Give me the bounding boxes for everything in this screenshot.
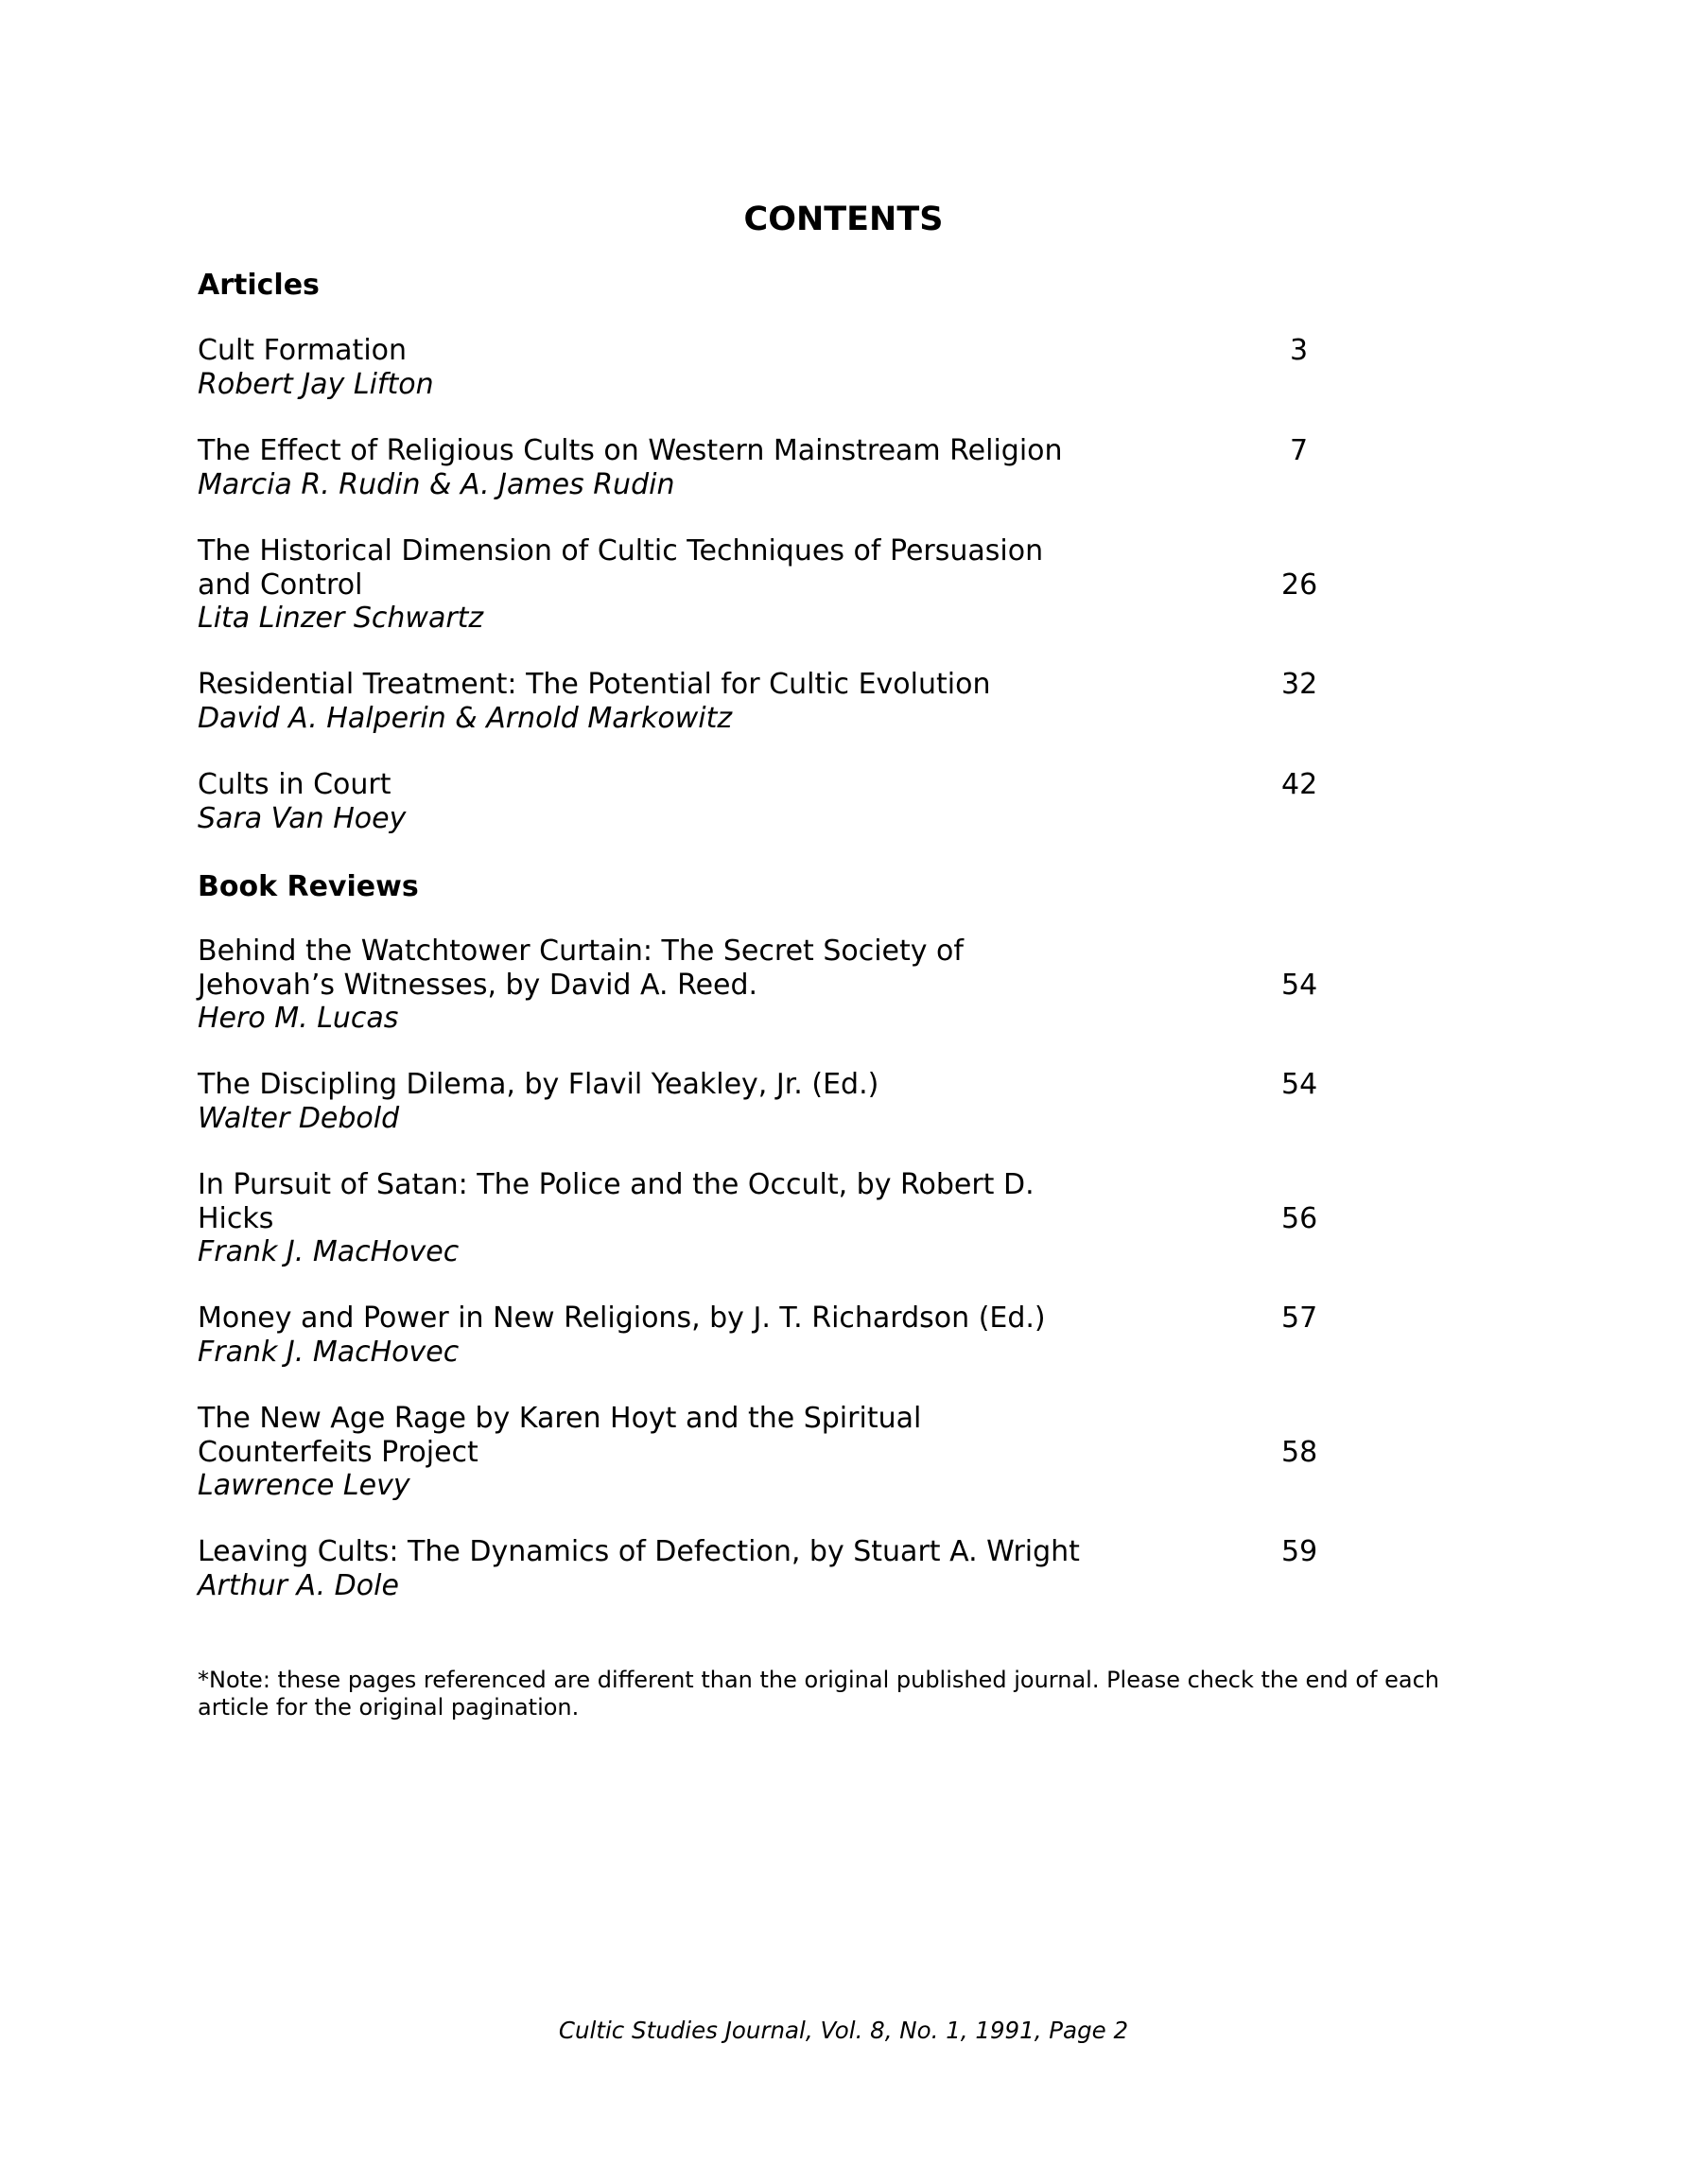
toc-entry	[198, 534, 1332, 636]
entry-author: Lita Linzer Schwartz	[198, 602, 484, 635]
toc-entry	[198, 1302, 1332, 1369]
entry-author: Frank J. MacHovec	[198, 1335, 460, 1369]
toc-entry	[198, 1068, 1332, 1135]
toc-entry	[198, 935, 1332, 1036]
entry-page-number: 57	[1281, 1302, 1318, 1335]
entry-title-line: Jehovah’s Witnesses, by David A. Reed.	[198, 968, 758, 1002]
page-footer: Cultic Studies Journal, Vol. 8, No. 1, 1991, Page 2	[558, 2017, 1129, 2044]
entry-author: Frank J. MacHovec	[198, 1235, 460, 1268]
entry-page-number: 58	[1281, 1435, 1318, 1469]
entry-title-line: Residential Treatment: The Potential for Cultic Evolution	[198, 668, 991, 701]
toc-entry	[198, 668, 1332, 735]
entry-title-line: The Effect of Religious Cults on Western Mainstream Religion	[198, 434, 1063, 467]
entry-title-line: The Discipling Dilema, by Flavil Yeakley, Jr. (Ed.)	[198, 1068, 879, 1101]
entry-author: Lawrence Levy	[198, 1469, 410, 1502]
section-heading-book-reviews: Book Reviews	[198, 870, 419, 903]
entry-page-number: 3	[1290, 334, 1309, 367]
entry-page-number: 7	[1290, 434, 1309, 467]
entry-author: David A. Halperin & Arnold Markowitz	[198, 701, 733, 735]
section-heading-articles: Articles	[198, 269, 320, 302]
entry-page-number: 42	[1281, 768, 1318, 801]
entry-author: Sara Van Hoey	[198, 801, 407, 835]
entry-title-line: Cult Formation	[198, 334, 408, 367]
toc-entry	[198, 768, 1332, 835]
entry-title-line: Leaving Cults: The Dynamics of Defection, by Stuart A. Wright	[198, 1535, 1080, 1568]
entry-title-line: Hicks	[198, 1201, 274, 1235]
entry-title-line: Cults in Court	[198, 768, 391, 801]
entry-author: Robert Jay Lifton	[198, 367, 434, 401]
entry-author: Hero M. Lucas	[198, 1002, 399, 1035]
entry-title-line: Counterfeits Project	[198, 1435, 478, 1469]
entry-title-line: In Pursuit of Satan: The Police and the Occult, by Robert D.	[198, 1168, 1035, 1201]
entry-page-number: 32	[1281, 668, 1318, 701]
pagination-note: *Note: these pages referenced are different than the original published journal. Please check the end of each article for the original pagination.	[198, 1667, 1439, 1721]
entry-title-line: Money and Power in New Religions, by J. T. Richardson (Ed.)	[198, 1302, 1046, 1335]
page-title: CONTENTS	[743, 201, 944, 238]
toc-entry	[198, 1535, 1332, 1602]
toc-entry	[198, 334, 1332, 401]
entry-page-number: 54	[1281, 968, 1318, 1002]
entry-page-number: 54	[1281, 1068, 1318, 1101]
entry-author: Arthur A. Dole	[198, 1568, 399, 1602]
entry-title-line: Behind the Watchtower Curtain: The Secret Society of	[198, 935, 964, 968]
entry-title-line: The Historical Dimension of Cultic Techniques of Persuasion	[198, 534, 1044, 568]
entry-page-number: 26	[1281, 568, 1318, 602]
toc-entry	[198, 1168, 1332, 1269]
entry-author: Marcia R. Rudin & A. James Rudin	[198, 467, 675, 501]
entry-title-line: and Control	[198, 568, 363, 602]
entry-author: Walter Debold	[198, 1101, 400, 1135]
entry-page-number: 56	[1281, 1201, 1318, 1235]
toc-entry	[198, 1402, 1332, 1503]
entry-page-number: 59	[1281, 1535, 1318, 1568]
entry-title-line: The New Age Rage by Karen Hoyt and the Spiritual	[198, 1402, 922, 1435]
toc-entry	[198, 434, 1332, 501]
